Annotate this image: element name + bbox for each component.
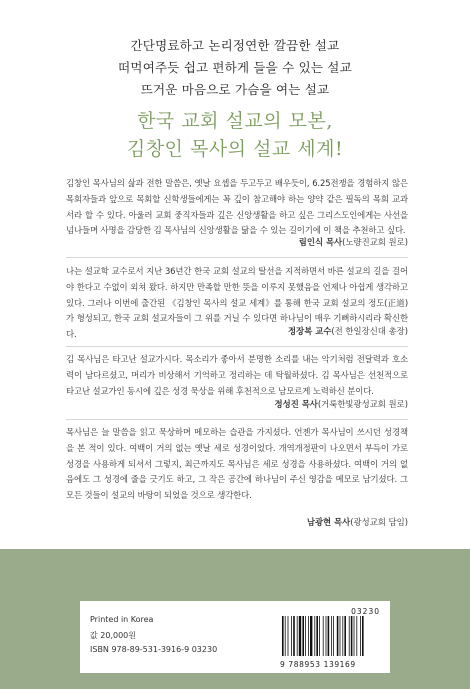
endorser-name: 남광현 목사 [306,517,351,527]
divider [66,257,408,258]
endorser-name: 정성진 목사 [274,399,318,409]
endorser-role: (거룩한빛광성교회 원로) [317,399,408,409]
endorsement-signature-2 [288,325,408,337]
barcode-bars [280,616,382,666]
barcode [280,607,382,669]
endorsement-text-2: 나는 설교학 교수로서 지난 36년간 한국 교회 설교의 탈선을 지적하면서 바른 설교의 길을 걸어야 한다고 수없이 외쳐 왔다. 하지만 만족할 만한 뜻을 이루지 못했음을 언제나 아쉽게 생각하고 있다. 그러나 이번에 출간된 《김창인 목사의 설교 세계》를 통해 한국 교회 설교의 정도(正道)가 형성되고, 한국 교회 설교자들이 그 위를 거닐 수 있다면 하나님이 매우 기뻐하시리라 확신한다. [66,266,408,340]
endorsement-signature-4 [307,516,408,528]
headline-line-2: 김창인 목사의 설교 세계! [126,138,344,160]
printed-in: Printed in Korea [90,615,154,624]
endorser-role: (노량진교회 원로) [342,237,408,247]
isbn: ISBN 978-89-531-3916-9 03230 [90,645,218,654]
endorser-role: (광성교회 담임) [350,517,408,527]
endorser-name: 림인식 목사 [298,237,343,247]
publication-info-box [80,601,390,673]
divider [66,419,408,420]
endorsement-signature-1 [299,236,408,248]
headline-line-1: 한국 교회 설교의 모본, [137,110,333,132]
endorsement-text-1: 김창인 목사님의 삶과 전한 말씀은, 옛날 요셉을 두고두고 배우듯이, 6.25전쟁을 경험하지 않은 목회자들과 앞으로 목회할 신학생들에게는 꼭 깊이 참고해야 하는 양약 같은 필독의 목회 교과서라 할 수 있다. 아울러 교회 중직자들과 깊은 신앙생활을 하고 싶은 그리스도인에게는 사선을 넘나들며 사명을 감당한 김 목사님의 신앙생활을 닮을 수 있는 길이기에 이 책을 추천하고 싶다. [66,178,408,236]
barcode-addon-number: 03230 [351,607,380,616]
endorsement-text-3: 김 목사님은 타고난 설교가시다. 목소리가 좋아서 분명한 소리를 내는 악기처럼 전달력과 호소력이 남다르셨고, 머리가 비상해서 기억하고 정리하는 데 탁월하셨다. 김 목사님은 선천적으로 타고난 설교가인 동시에 깊은 성경 묵상을 위해 후천적으로 남모르게 노력하신 분이다. [66,354,408,396]
endorser-name: 정장복 교수 [288,326,332,336]
endorser-role: (전 한일장신대 총장) [331,326,408,336]
tagline-3: 뜨거운 마음으로 가슴을 여는 설교 [140,82,330,97]
price: 값 20,000원 [90,631,136,640]
tagline-2: 떠먹여주듯 쉽고 편하게 들을 수 있는 설교 [118,60,352,75]
divider [66,346,408,347]
endorsement-text-4: 목사님은 늘 말씀을 읽고 묵상하며 메모하는 습관을 가지셨다. 언젠가 목사님이 쓰시던 성경책을 본 적이 있다. 여백이 거의 없는 옛날 세로 성경이었다. 개역개정판이 나오면서 부득이 가로 성경을 사용하게 되셔서 그렇지, 최근까지도 목사님은 세로 성경을 사용하셨다. 여백이 거의 없음에도 그 성경에 줄을 긋기도 하고, 그 작은 공간에 하나님이 주신 영감을 메모로 남기셨다. 그 모든 것들이 설교의 바탕이 되었을 것으로 생각한다. [66,427,408,501]
barcode-number: 9 788953 139169 [280,660,356,669]
tagline-1: 간단명료하고 논리정연한 깔끔한 설교 [130,38,340,53]
endorsement-signature-3 [275,398,408,410]
